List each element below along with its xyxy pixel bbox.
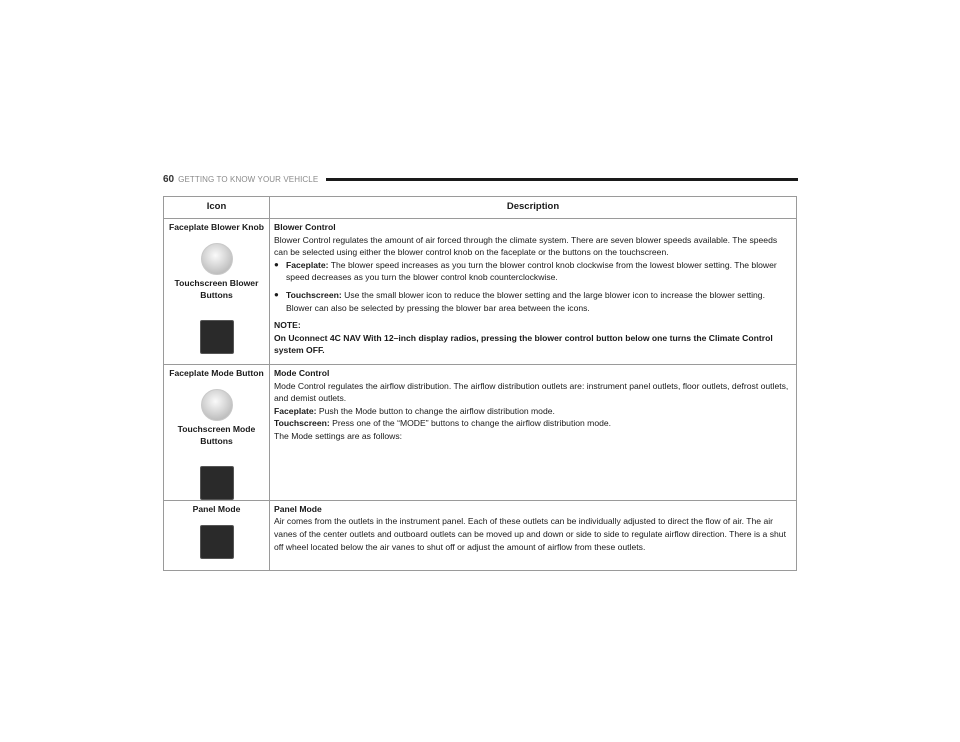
blower-knob-icon [201,243,233,275]
header-rule [326,178,798,181]
section-title: GETTING TO KNOW YOUR VEHICLE [178,174,319,184]
mode-settings-intro: The Mode settings are as follows: [274,430,403,441]
bullet-text: Use the small blower icon to reduce the blower setting and the large blower icon to increase the blower setting. Blower can also be selected by pressing the blower bar area between the icons. [286,289,765,313]
faceplate-line [274,405,792,418]
icon-label: Faceplate Mode Button [169,368,264,378]
table-row [164,500,797,570]
list-item [274,259,792,284]
bullet-list [274,259,792,314]
page-header [163,170,798,188]
row-title: Panel Mode [274,503,322,514]
mode-touchscreen-icon [200,466,234,500]
blower-button-icon [200,320,234,354]
bullet-text: The blower speed increases as you turn the blower control knob clockwise from the lowest blower setting. The blower speed decreases as you turn the blower control knob counterclockwise. [286,259,777,283]
icon-label: Touchscreen Mode Buttons [177,423,256,447]
mode-button-icon [201,389,233,421]
description-cell [270,365,797,501]
faceplate-text: Push the Mode button to change the airflow distribution mode. [318,405,555,416]
icon-label: Touchscreen Blower Buttons [174,277,259,301]
touchscreen-text: Press one of the “MODE” buttons to change the airflow distribution mode. [332,418,612,429]
table-row [164,219,797,365]
bullet-label: Touchscreen: [286,289,342,300]
touchscreen-line [274,417,792,430]
faceplate-label: Faceplate: [274,405,317,416]
description-cell [270,219,797,365]
column-header-icon: Icon [164,197,270,219]
icon-cell [164,500,270,570]
table-row [164,365,797,501]
column-header-description: Description [270,197,797,219]
bullet-label: Faceplate: [286,259,329,270]
row-text: Air comes from the outlets in the instrument panel. Each of these outlets can be individually adjusted to direct the flow of air. The air vanes of the center outlets and outboard outlets can be moved up and down or side to side to regulate airflow direction. There is a shut off wheel located below the air vanes to shut off or adjust the amount of airflow from these outlets. [274,516,786,552]
icon-label: Faceplate Blower Knob [168,222,265,232]
panel-mode-icon [200,525,234,559]
icon-cell [164,365,270,501]
description-cell [270,500,797,570]
note-text: On Uconnect 4C NAV With 12–inch display radios, pressing the blower control button below one turns the Climate Control system OFF. [274,332,773,356]
table-header-row [164,197,797,219]
row-text: Blower Control regulates the amount of air forced through the climate system. There are seven blower speeds available. The speeds can be selected using either the blower control knob on the faceplate or the buttons on the touchscreen. [274,234,778,258]
icon-label: Panel Mode [192,503,241,514]
climate-controls-table [163,196,797,571]
page-number: 60 [163,173,175,185]
row-title: Blower Control [274,222,336,232]
icon-cell [164,219,270,365]
row-text: Mode Control regulates the airflow distribution. The airflow distribution outlets are: instrument panel outlets, floor outlets, defrost outlets, and demist outlets. [274,380,789,404]
row-title: Mode Control [274,368,330,378]
touchscreen-label: Touchscreen: [274,418,330,429]
list-item [274,289,792,314]
note-label: NOTE: [274,320,301,331]
